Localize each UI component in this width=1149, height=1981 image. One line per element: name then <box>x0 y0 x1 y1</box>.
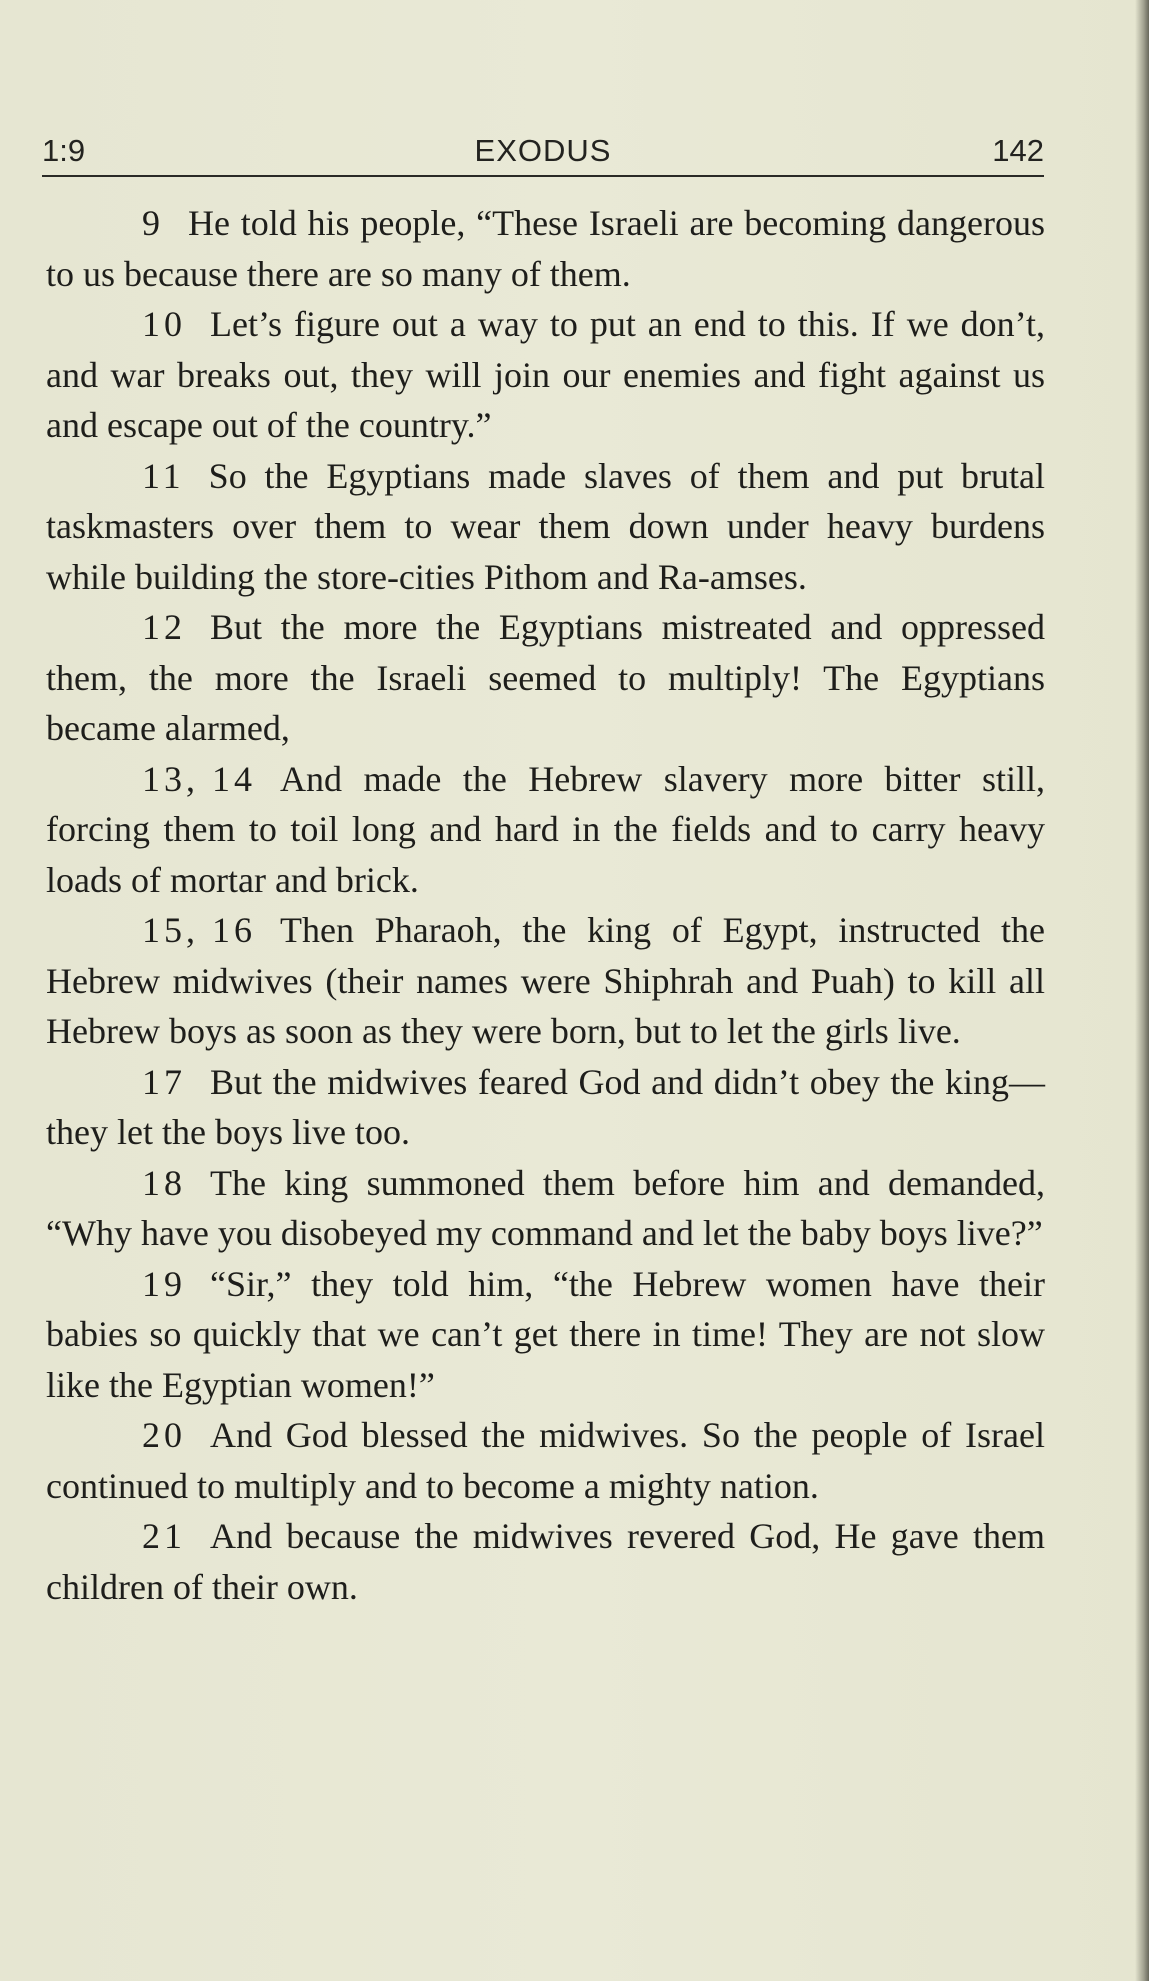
verse-number: 12 <box>142 607 186 647</box>
verse-number: 11 <box>142 455 185 496</box>
page-edge-shadow <box>1135 0 1149 1981</box>
verse-number: 21 <box>142 1516 186 1556</box>
verse-number: 19 <box>142 1263 186 1304</box>
verse-number: 9 <box>142 203 164 243</box>
chapter-verse-reference: 1:9 <box>42 133 86 168</box>
verse-20 <box>46 1410 1045 1511</box>
verse-19 <box>46 1259 1045 1411</box>
verse-number: 15, 16 <box>142 910 256 950</box>
verse-text: And because the midwives revered God, He gave them children of their own. <box>46 1516 1045 1607</box>
verse-text: Then Pharaoh, the king of Egypt, instructed the Hebrew midwives (their names were Shiphrah and Puah) to kill all Hebrew boys as soon as they were born, but to let the girls live. <box>46 910 1045 1051</box>
verse-text: And made the Hebrew slavery more bitter still, forcing them to toil long and hard in the fields and to carry heavy loads of mortar and brick. <box>46 758 1045 900</box>
header-rule <box>42 175 1044 177</box>
verse-text: And God blessed the midwives. So the people of Israel continued to multiply and to become a mighty nation. <box>46 1415 1045 1506</box>
verse-9 <box>46 198 1045 299</box>
verse-number: 17 <box>142 1061 186 1102</box>
verse-text: So the Egyptians made slaves of them and put brutal taskmasters over them to wear them down under heavy burdens while building the store-cities Pithom and Ra-amses. <box>46 455 1045 597</box>
verse-text: But the more the Egyptians mistreated and oppressed them, the more the Israeli seemed to multiply! The Egyptians became alarmed, <box>46 607 1045 748</box>
verse-text: “Sir,” they told him, “the Hebrew women have their babies so quickly that we can’t get there in time! They are not slow like the Egyptian women!” <box>46 1263 1045 1405</box>
verse-text: But the midwives feared God and didn’t obey the king—they let the boys live too. <box>46 1061 1045 1152</box>
verse-number: 10 <box>142 304 186 344</box>
verse-11 <box>46 451 1045 603</box>
verse-18 <box>46 1158 1045 1259</box>
scripture-text <box>46 198 1045 1612</box>
verse-text: Let’s figure out a way to put an end to this. If we don’t, and war breaks out, they will join our enemies and fight against us and escape out of the country.” <box>46 304 1045 445</box>
verse-number: 20 <box>142 1415 186 1455</box>
running-header <box>42 133 1044 173</box>
verse-15-16 <box>46 905 1045 1057</box>
verse-13-14 <box>46 754 1045 906</box>
page-number: 142 <box>992 133 1044 168</box>
verse-text: He told his people, “These Israeli are becoming dangerous to us because there are so many of them. <box>46 203 1045 294</box>
verse-text: The king summoned them before him and demanded, “Why have you disobeyed my command and let the baby boys live?” <box>46 1162 1045 1253</box>
verse-17 <box>46 1057 1045 1158</box>
verse-number: 13, 14 <box>142 758 256 799</box>
verse-21 <box>46 1511 1045 1612</box>
book-title: EXODUS <box>474 133 612 168</box>
verse-12 <box>46 602 1045 754</box>
verse-10 <box>46 299 1045 451</box>
verse-number: 18 <box>142 1162 186 1203</box>
